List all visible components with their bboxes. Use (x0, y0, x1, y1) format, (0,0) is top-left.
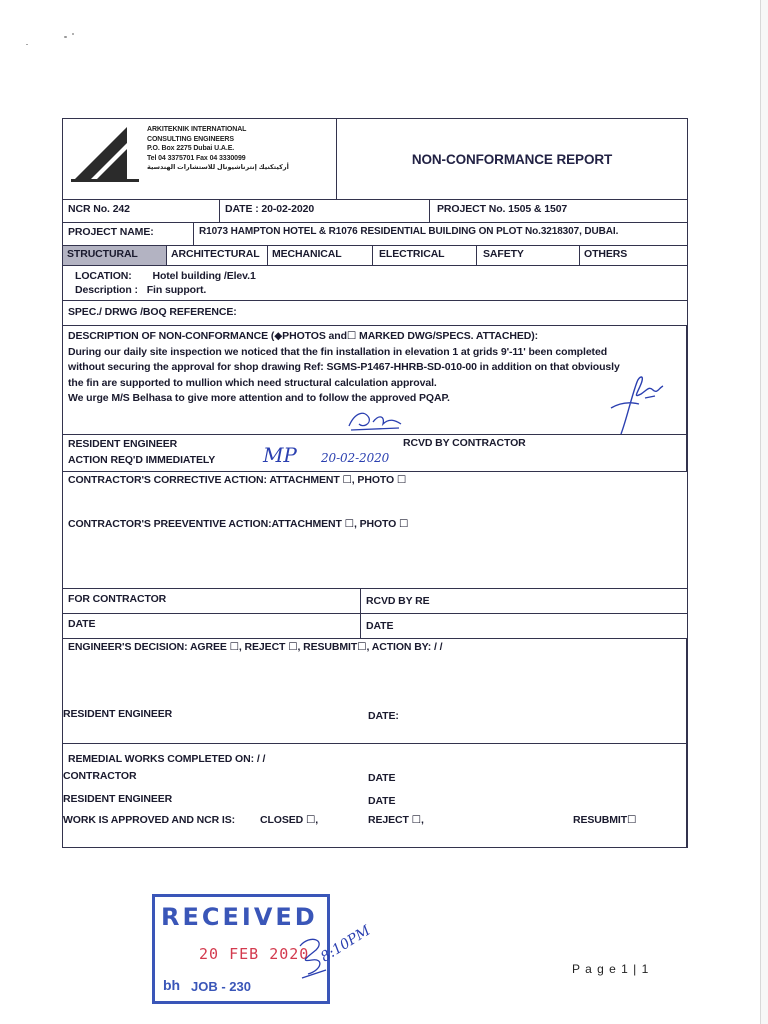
project-number: PROJECT No. 1505 & 1507 (437, 203, 568, 215)
stamp-company-logo: bh (163, 977, 181, 993)
nonconformance-row (63, 326, 687, 435)
discipline-row (63, 246, 687, 266)
spec-reference-row (63, 301, 687, 326)
contractor-signature (601, 368, 677, 438)
re-date-label: DATE (366, 620, 394, 632)
scan-speck (26, 44, 28, 45)
remedial-resident-engineer-label: RESIDENT ENGINEER (63, 793, 173, 805)
action-required-label: ACTION REQ'D IMMEDIATELY (68, 454, 216, 466)
company-details (147, 125, 289, 173)
ncr-info-row (63, 200, 687, 223)
resident-engineer-row (63, 435, 687, 472)
nonconformance-heading: DESCRIPTION OF NON-CONFORMANCE (◆PHOTOS and☐ MARKED DWG/SPECS. ATTACHED): (68, 330, 539, 342)
ncr-date: DATE : 20-02-2020 (220, 200, 430, 222)
company-block (63, 119, 337, 199)
description-label: Description : (75, 284, 138, 296)
for-contractor-label: FOR CONTRACTOR (63, 589, 361, 613)
ncr-resubmit-checkbox[interactable]: RESUBMIT☐ (573, 814, 637, 826)
nonconformance-line: During our daily site inspection we noticed that the fin installation in elevation 1 at grids 9'-11' been completed (68, 345, 608, 358)
remedial-row (63, 744, 687, 847)
received-by-re-label: RCVD BY RE (366, 595, 430, 607)
scan-speck (72, 33, 74, 35)
received-by-contractor-label: RCVD BY CONTRACTOR (403, 437, 526, 449)
for-contractor-row (63, 589, 687, 614)
ncr-closed-checkbox[interactable]: CLOSED ☐, (260, 814, 319, 826)
contractor-actions-row (63, 472, 687, 589)
report-title: NON-CONFORMANCE REPORT (411, 151, 613, 167)
handwritten-time: 8:10PM (318, 922, 374, 966)
project-name-row (63, 223, 687, 246)
company-phone: Tel 04 3375701 Fax 04 3330099 (147, 154, 246, 162)
discipline-architectural[interactable]: ARCHITECTURAL (167, 246, 268, 265)
ncr-reject-checkbox[interactable]: REJECT ☐, (368, 814, 424, 826)
engineer-decision-row (63, 639, 687, 744)
nonconformance-line: We urge M/S Belhasa to give more attention and to follow the approved PQAP. (68, 392, 450, 404)
engineer-decision: ENGINEER'S DECISION: AGREE ☐, REJECT ☐, RESUBMIT☐, ACTION BY: / / (68, 641, 443, 653)
form-header (63, 119, 687, 200)
location-row (63, 266, 687, 301)
corrective-action: CONTRACTOR'S CORRECTIVE ACTION: ATTACHMENT ☐, PHOTO ☐ (68, 474, 407, 486)
ncr-form (62, 118, 688, 848)
remedial-contractor-label: CONTRACTOR (63, 770, 137, 782)
company-logo-icon (71, 125, 141, 183)
nonconformance-line: the fin are supported to mullion which need structural calculation approval. (68, 376, 437, 389)
remedial-contractor-date: DATE (368, 772, 396, 784)
location-value: Hotel building /Elev.1 (152, 270, 256, 282)
description-value: Fin support. (146, 284, 207, 296)
resident-engineer-label: RESIDENT ENGINEER (68, 438, 178, 450)
discipline-electrical[interactable]: ELECTRICAL (373, 246, 477, 265)
stamp-date: 20 FEB 2020 (199, 945, 310, 963)
discipline-safety[interactable]: SAFETY (477, 246, 580, 265)
location-block (63, 266, 687, 300)
project-name-label: PROJECT NAME: (63, 223, 194, 245)
ncr-number: NCR No. 242 (63, 200, 220, 222)
stamp-job-number: JOB - 230 (191, 979, 251, 994)
page-number: P a g e 1 | 1 (572, 962, 650, 976)
scan-speck (64, 36, 67, 38)
discipline-mechanical[interactable]: MECHANICAL (268, 246, 373, 265)
project-name-value: R1073 HAMPTON HOTEL & R1076 RESIDENTIAL BUILDING ON PLOT No.3218307, DUBAI. (199, 226, 619, 237)
contractor-date-label: DATE (63, 614, 361, 638)
contractor-dates-row (63, 614, 687, 639)
engineer-date-label: DATE: (368, 710, 399, 722)
preventive-action: CONTRACTOR'S PREEVENTIVE ACTION:ATTACHMENT ☐, PHOTO ☐ (68, 518, 409, 530)
remedial-re-date: DATE (368, 795, 396, 807)
handwritten-initials: MP (263, 443, 297, 467)
location-label: LOCATION: (75, 270, 132, 282)
contractor-actions-block (63, 472, 687, 588)
nonconformance-line: without securing the approval for shop drawing Ref: SGMS-P1467-HHRB-SD-010-00 in addition on that obviously (68, 361, 620, 373)
engineer-signature (345, 406, 405, 434)
engineer-decision-block (63, 639, 687, 743)
company-name-line1: ARKITEKNIK INTERNATIONAL (147, 126, 247, 133)
handwritten-date: 20-02-2020 (321, 451, 390, 465)
discipline-others[interactable]: OTHERS (584, 248, 628, 260)
stamp-title: RECEIVED (161, 903, 318, 931)
resident-engineer-decision-label: RESIDENT ENGINEER (63, 708, 173, 720)
company-address: P.O. Box 2275 Dubai U.A.E. (147, 145, 235, 152)
work-approved-label: WORK IS APPROVED AND NCR IS: (63, 814, 236, 826)
discipline-structural[interactable]: STRUCTURAL (63, 246, 167, 265)
company-arabic-name: أركيتكنيك إنترناشيونال للاستشارات الهندسية (147, 164, 289, 171)
company-name-line2: CONSULTING ENGINEERS (147, 135, 234, 143)
spec-reference: SPEC./ DRWG /BOQ REFERENCE: (68, 306, 237, 318)
remedial-completed-on: REMEDIAL WORKS COMPLETED ON: / / (68, 753, 266, 765)
